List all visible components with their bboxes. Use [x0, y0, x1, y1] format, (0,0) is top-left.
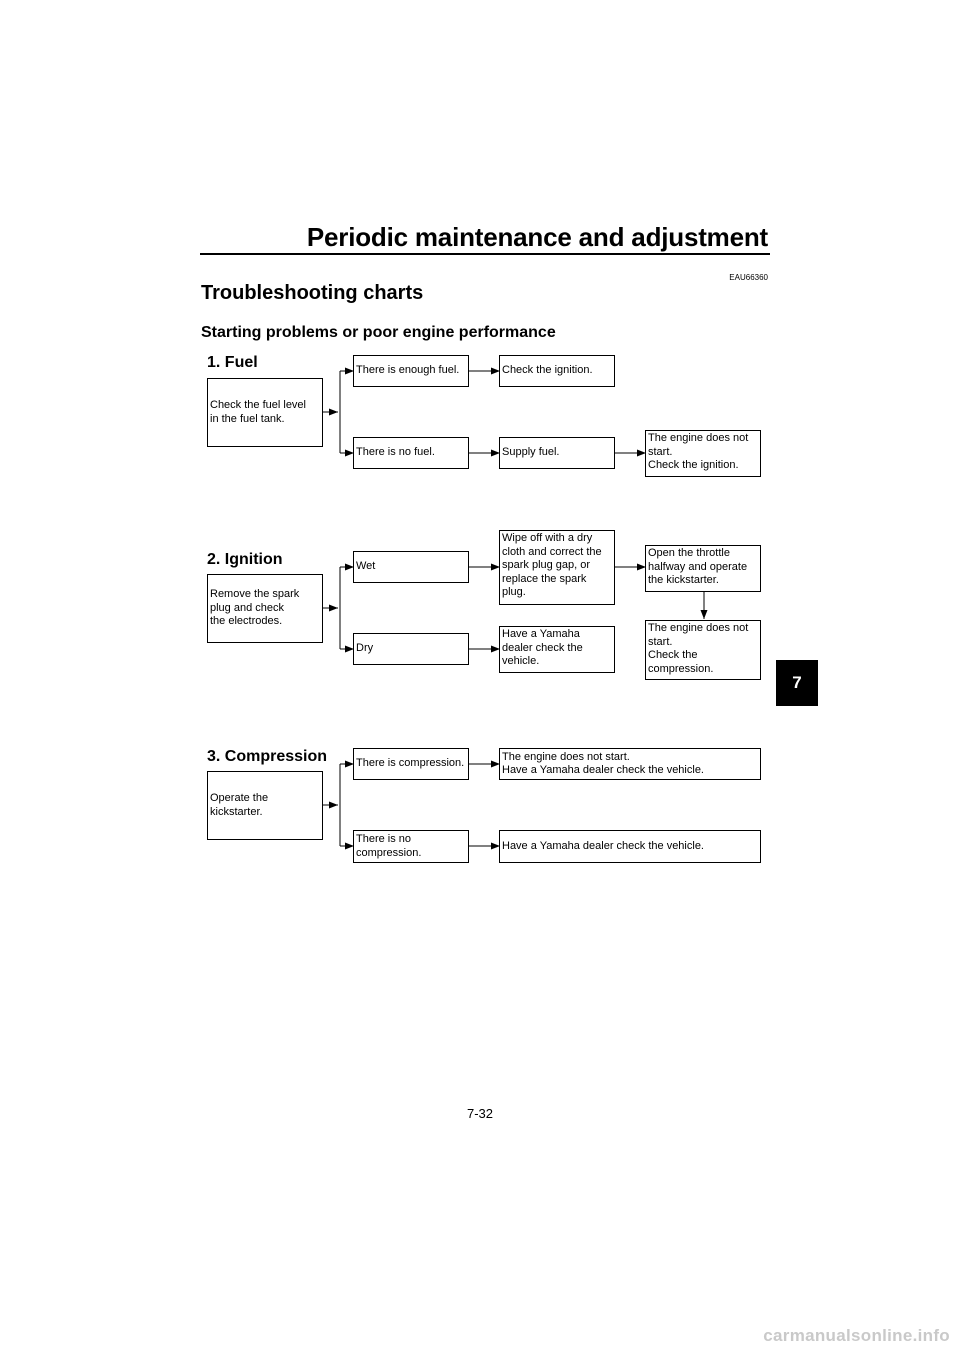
ignition-group-title: 2. Ignition: [207, 551, 283, 568]
fuel-check-ignition-box: Check the ignition.: [499, 355, 615, 387]
page-header-title: Periodic maintenance and adjustment: [306, 222, 768, 252]
page-number: 7-32: [466, 1106, 494, 1121]
fuel-enough-box: There is enough fuel.: [353, 355, 469, 387]
compression-group-title: 3. Compression: [207, 748, 328, 765]
ignition-start-box: Remove the spark plug and check the electrodes.: [207, 574, 323, 643]
compression-yes-box: There is compression.: [353, 748, 469, 780]
fuel-supply-box: Supply fuel.: [499, 437, 615, 469]
ignition-wipe-box: Wipe off with a dry cloth and correct the spark plug gap, or replace the spark plug.: [499, 530, 615, 605]
ignition-dealer-box: Have a Yamaha dealer check the vehicle.: [499, 626, 615, 673]
fuel-none-box: There is no fuel.: [353, 437, 469, 469]
fuel-not-start-box: The engine does not start. Check the ignition.: [645, 430, 761, 477]
fuel-start-box: Check the fuel level in the fuel tank.: [207, 378, 323, 447]
compression-no-box: There is no compression.: [353, 830, 469, 863]
section-title: Troubleshooting charts: [201, 282, 424, 304]
section-subtitle: Starting problems or poor engine performance: [201, 324, 556, 341]
watermark-text: carmanualsonline.info: [763, 1326, 950, 1345]
fuel-group-title: 1. Fuel: [207, 354, 258, 371]
compression-start-box: Operate the kickstarter.: [207, 771, 323, 840]
ignition-dry-box: Dry: [353, 633, 469, 665]
chapter-tab: 7: [776, 660, 818, 706]
ignition-not-start-box: The engine does not start. Check the compression.: [645, 620, 761, 680]
ignition-wet-box: Wet: [353, 551, 469, 583]
ignition-open-throttle-box: Open the throttle halfway and operate the kickstarter.: [645, 545, 761, 592]
compression-no-result-box: Have a Yamaha dealer check the vehicle.: [499, 830, 761, 863]
compression-yes-result-box: The engine does not start. Have a Yamaha dealer check the vehicle.: [499, 748, 761, 780]
document-code: EAU66360: [729, 273, 768, 282]
